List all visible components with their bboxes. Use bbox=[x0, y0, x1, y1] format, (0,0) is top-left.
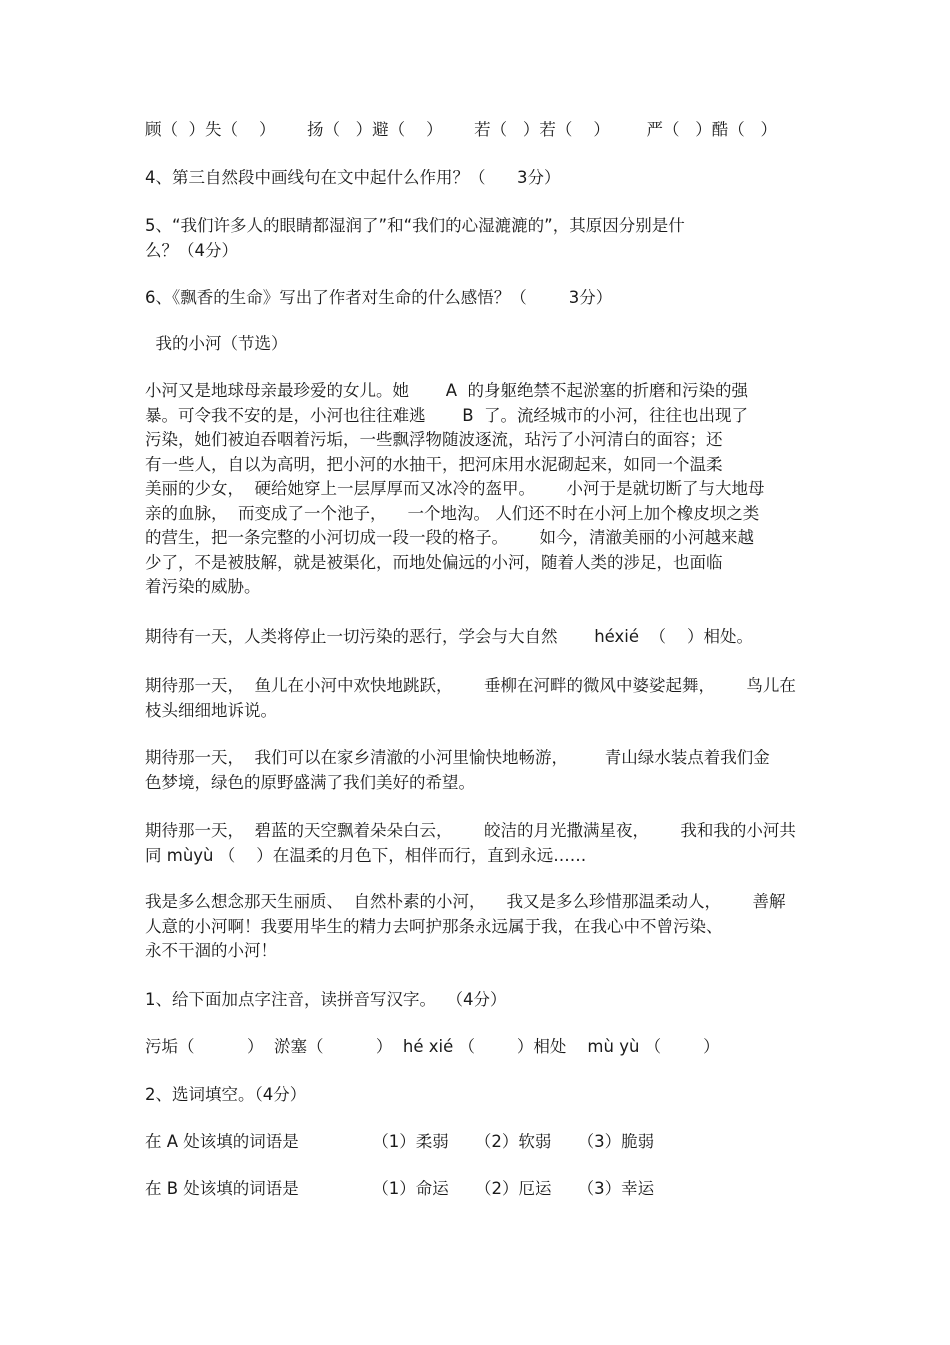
passage-paragraph-6 bbox=[145, 890, 785, 964]
paragraph-line: 永不干涸的小河！ bbox=[145, 941, 277, 960]
paragraph-line: 期待那一天， 鱼儿在小河中欢快地跳跃， 垂柳在河畔的微风中婆娑起舞， 鸟儿在 bbox=[145, 676, 796, 695]
paragraph-line: 美丽的少女， 硬给她穿上一层厚厚而又冰冷的盔甲。 小河于是就切断了与大地母 bbox=[145, 479, 765, 498]
question-2-option-a: 在 A 处该填的词语是 （1）柔弱 （2）软弱 （3）脆弱 bbox=[145, 1132, 655, 1151]
passage-title: 我的小河（节选） bbox=[145, 334, 288, 353]
paragraph-line: 亲的血脉， 而变成了一个池子， 一个地沟。 人们还不时在小河上加个橡皮坝之类 bbox=[145, 503, 760, 523]
paragraph-line: 枝头细细地诉说。 bbox=[145, 700, 277, 720]
paragraph-line: 的营生，把一条完整的小河切成一段一段的格子。 如今，清澈美丽的小河越来越 bbox=[145, 528, 754, 547]
paragraph-line: 暴。可令我不安的是，小河也往往难逃 B 了。流经城市的小河，往往也出现了 bbox=[145, 405, 749, 425]
question-2: 2、选词填空。（4分） bbox=[145, 1085, 307, 1104]
paragraph-line: 有一些人，自以为高明，把小河的水抽干，把河床用水泥砌起来，如同一个温柔 bbox=[145, 454, 723, 474]
paragraph-line: 小河又是地球母亲最珍爱的女儿。她 A 的身躯绝禁不起淤塞的折磨和污染的强 bbox=[145, 381, 748, 400]
paragraph-line: 着污染的威胁。 bbox=[145, 577, 261, 596]
question-2-option-b: 在 B 处该填的词语是 （1）命运 （2）厄运 （3）幸运 bbox=[145, 1179, 655, 1198]
question-1: 1、给下面加点字注音，读拼音写汉字。 （4分） bbox=[145, 990, 507, 1009]
passage-paragraph-2: 期待有一天，人类将停止一切污染的恶行，学会与大自然 héxié （ ）相处。 bbox=[145, 627, 754, 646]
paragraph-line: 少了，不是被肢解，就是被渠化，而地处偏远的小河，随着人类的涉足，也面临 bbox=[145, 552, 723, 572]
passage-paragraph-1 bbox=[145, 379, 764, 600]
paragraph-line: 期待那一天， 我们可以在家乡清澈的小河里愉快地畅游， 青山绿水装点着我们金 bbox=[145, 748, 770, 767]
passage-paragraph-5 bbox=[145, 819, 796, 868]
passage-paragraph-4 bbox=[145, 746, 770, 795]
paragraph-line: 人意的小河啊！我要用毕生的精力去呵护那条永远属于我，在我心中不曾污染、 bbox=[145, 916, 723, 936]
paragraph-line: 同 mùyù （ ）在温柔的月色下，相伴而行，直到永远…… bbox=[145, 845, 587, 865]
paragraph-line: 污染，她们被迫吞咽着污垢，一些飘浮物随波逐流，玷污了小河清白的面容；还 bbox=[145, 430, 723, 449]
paragraph-line: 期待那一天， 碧蓝的天空飘着朵朵白云， 皎洁的月光撒满星夜， 我和我的小河共 bbox=[145, 821, 796, 840]
question-1-items: 污垢（ ） 淤塞（ ） hé xié （ ）相处 mù yù （ ） bbox=[145, 1037, 720, 1056]
question-5-line: 5、“我们许多人的眼睛都湿润了”和“我们的心湿漉漉的”，其原因分别是什 bbox=[145, 216, 685, 235]
fill-in-word-pairs: 顾（ ）失（ ） 扬（ ）避（ ） 若（ ）若（ ） 严（ ）酷（ ） bbox=[145, 120, 778, 139]
question-6: 6、《飘香的生命》写出了作者对生命的什么感悟？（ 3分） bbox=[145, 288, 613, 307]
question-5-line: 么？（4分） bbox=[145, 240, 238, 260]
paragraph-line: 我是多么想念那天生丽质、 自然朴素的小河， 我又是多么珍惜那温柔动人， 善解 bbox=[145, 892, 786, 911]
passage-paragraph-3 bbox=[145, 674, 796, 723]
question-5 bbox=[145, 214, 685, 263]
paragraph-line: 色梦境，绿色的原野盛满了我们美好的希望。 bbox=[145, 772, 475, 792]
question-4: 4、第三自然段中画线句在文中起什么作用？（ 3分） bbox=[145, 168, 561, 187]
